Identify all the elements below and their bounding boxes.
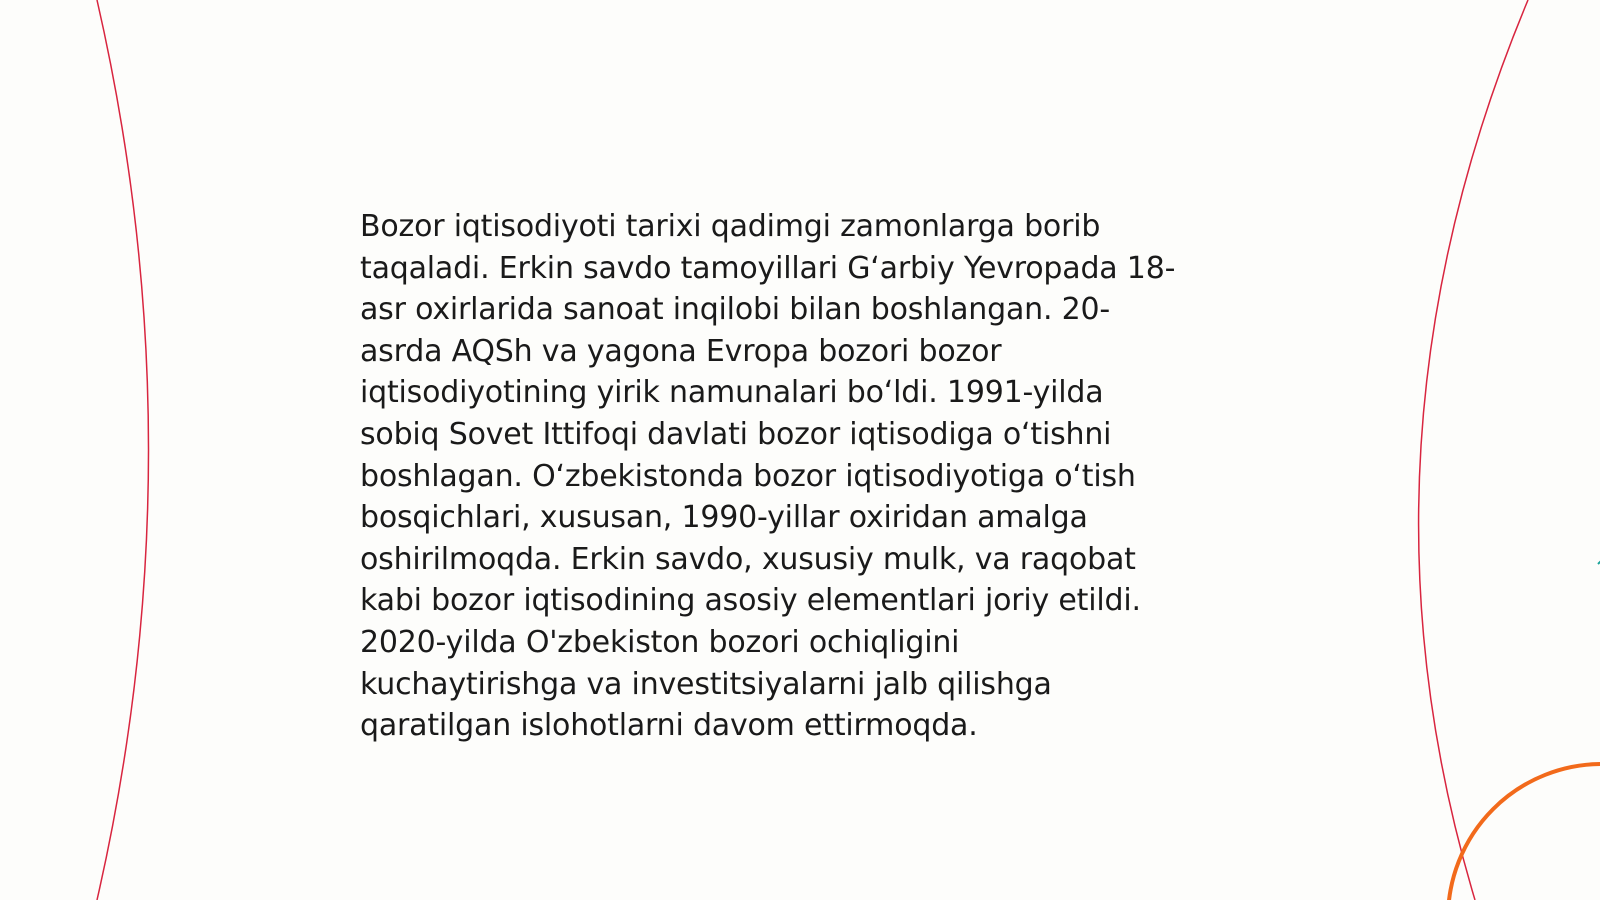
right-curve bbox=[1419, 0, 1528, 900]
text-line: taqaladi. Erkin savdo tamoyillari G‘arbiy Yevropada 18- bbox=[360, 250, 1176, 286]
text-line: Bozor iqtisodiyoti tarixi qadimgi zamonlarga borib bbox=[360, 209, 1101, 244]
text-line: iqtisodiyotining yirik namunalari bo‘ldi. 1991-yilda bbox=[360, 375, 1104, 411]
text-line: bosqichlari, xususan, 1990-yillar oxiridan amalga bbox=[360, 500, 1088, 536]
text-line: sobiq Sovet Ittifoqi davlati bozor iqtisodiga o‘tishni bbox=[360, 416, 1112, 452]
text-line: asr oxirlarida sanoat inqilobi bilan boshlangan. 20- bbox=[360, 292, 1111, 328]
text-line: asrda AQSh va yagona Evropa bozori bozor bbox=[360, 333, 1002, 369]
text-line: qaratilgan islohotlarni davom ettirmoqda. bbox=[360, 708, 978, 744]
text-line: kuchaytirishga va investitsiyalarni jalb qilishga bbox=[360, 666, 1052, 702]
text-line: boshlagan. O‘zbekistonda bozor iqtisodiyotiga o‘tish bbox=[360, 458, 1136, 494]
text-line: 2020-yilda O'zbekiston bozori ochiqligini bbox=[360, 624, 960, 660]
left-curve bbox=[97, 0, 149, 900]
orange-arc bbox=[1448, 764, 1600, 900]
text-line: oshirilmoqda. Erkin savdo, xususiy mulk, va raqobat bbox=[360, 541, 1136, 577]
text-line: kabi bozor iqtisodining asosiy elementlari joriy etildi. bbox=[360, 583, 1141, 619]
slide-body-text bbox=[360, 206, 1260, 747]
